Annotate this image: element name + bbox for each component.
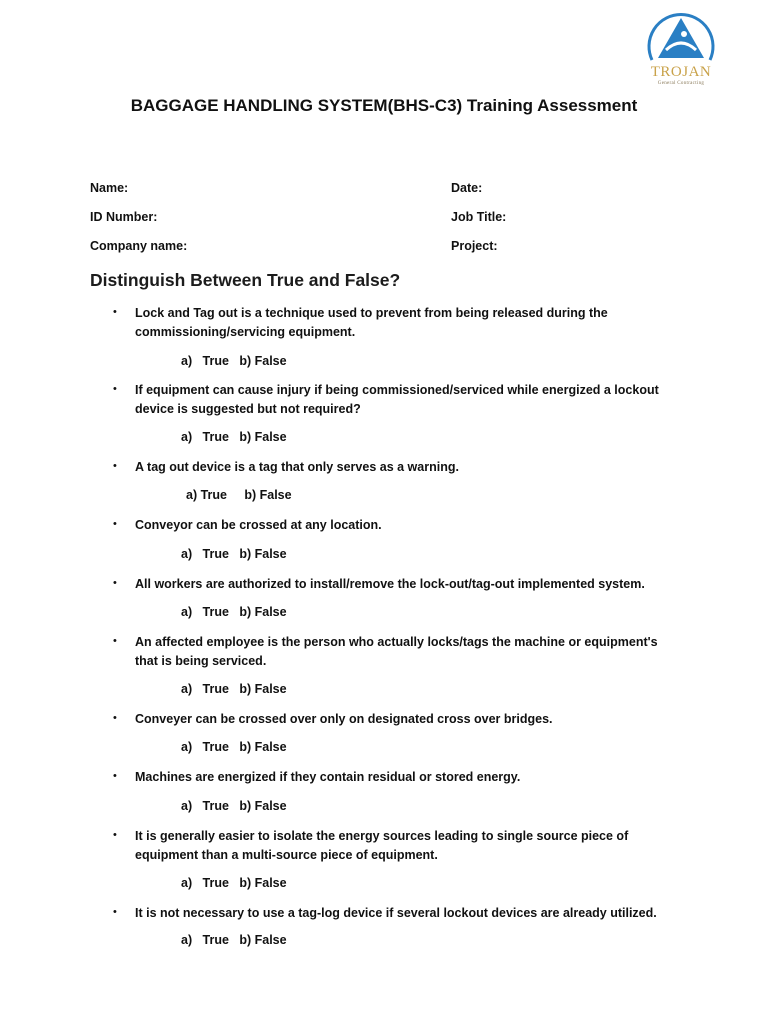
trojan-logo-icon xyxy=(640,10,722,66)
company-name-label: Company name: xyxy=(90,239,188,253)
question-text: Conveyor can be crossed at any location. xyxy=(135,518,382,532)
bullet-icon: • xyxy=(113,829,117,841)
question-text: It is generally easier to isolate the energy sources leading to single source piece of equipment than a multi-source piece of equipment. xyxy=(135,829,629,862)
logo-subtitle: General Contracting xyxy=(657,81,705,86)
name-label: Name: xyxy=(90,181,129,195)
id-number-label: ID Number: xyxy=(90,210,158,224)
question-options[interactable]: a) True b) False xyxy=(186,488,292,502)
bullet-icon: • xyxy=(113,635,117,647)
question-options[interactable]: a) True b) False xyxy=(181,354,287,368)
question-text: Conveyer can be crossed over only on designated cross over bridges. xyxy=(135,712,553,726)
question-text: A tag out device is a tag that only serves as a warning. xyxy=(135,460,459,474)
project-label: Project: xyxy=(451,239,498,253)
question-text: It is not necessary to use a tag-log device if several lockout devices are already utilized. xyxy=(135,906,657,920)
question-options[interactable]: a) True b) False xyxy=(181,933,287,947)
bullet-icon: • xyxy=(113,383,117,395)
bullet-icon: • xyxy=(113,518,117,530)
question-options[interactable]: a) True b) False xyxy=(181,547,287,561)
bullet-icon: • xyxy=(113,712,117,724)
question-options[interactable]: a) True b) False xyxy=(181,682,287,696)
question-text: An affected employee is the person who actually locks/tags the machine or equipment's that is being serviced. xyxy=(135,635,658,668)
question-options[interactable]: a) True b) False xyxy=(181,876,287,890)
question-options[interactable]: a) True b) False xyxy=(181,799,287,813)
section-heading: Distinguish Between True and False? xyxy=(90,270,401,290)
question-options[interactable]: a) True b) False xyxy=(181,605,287,619)
page-title: BAGGAGE HANDLING SYSTEM(BHS-C3) Training Assessment xyxy=(130,96,638,115)
question-options[interactable]: a) True b) False xyxy=(181,430,287,444)
bullet-icon: • xyxy=(113,770,117,782)
question-text: If equipment can cause injury if being commissioned/serviced while energized a lockout device is suggested but not required? xyxy=(135,383,659,416)
bullet-icon: • xyxy=(113,460,117,472)
date-label: Date: xyxy=(451,181,483,195)
logo-wordmark: TROJAN xyxy=(650,64,712,80)
job-title-label: Job Title: xyxy=(451,210,507,224)
company-logo xyxy=(640,10,722,90)
bullet-icon: • xyxy=(113,306,117,318)
question-text: Lock and Tag out is a technique used to prevent from being released during the commissioning/servicing equipment. xyxy=(135,306,608,339)
bullet-icon: • xyxy=(113,906,117,918)
question-text: All workers are authorized to install/remove the lock-out/tag-out implemented system. xyxy=(135,577,645,591)
question-text: Machines are energized if they contain residual or stored energy. xyxy=(135,770,521,784)
question-options[interactable]: a) True b) False xyxy=(181,740,287,754)
bullet-icon: • xyxy=(113,577,117,589)
